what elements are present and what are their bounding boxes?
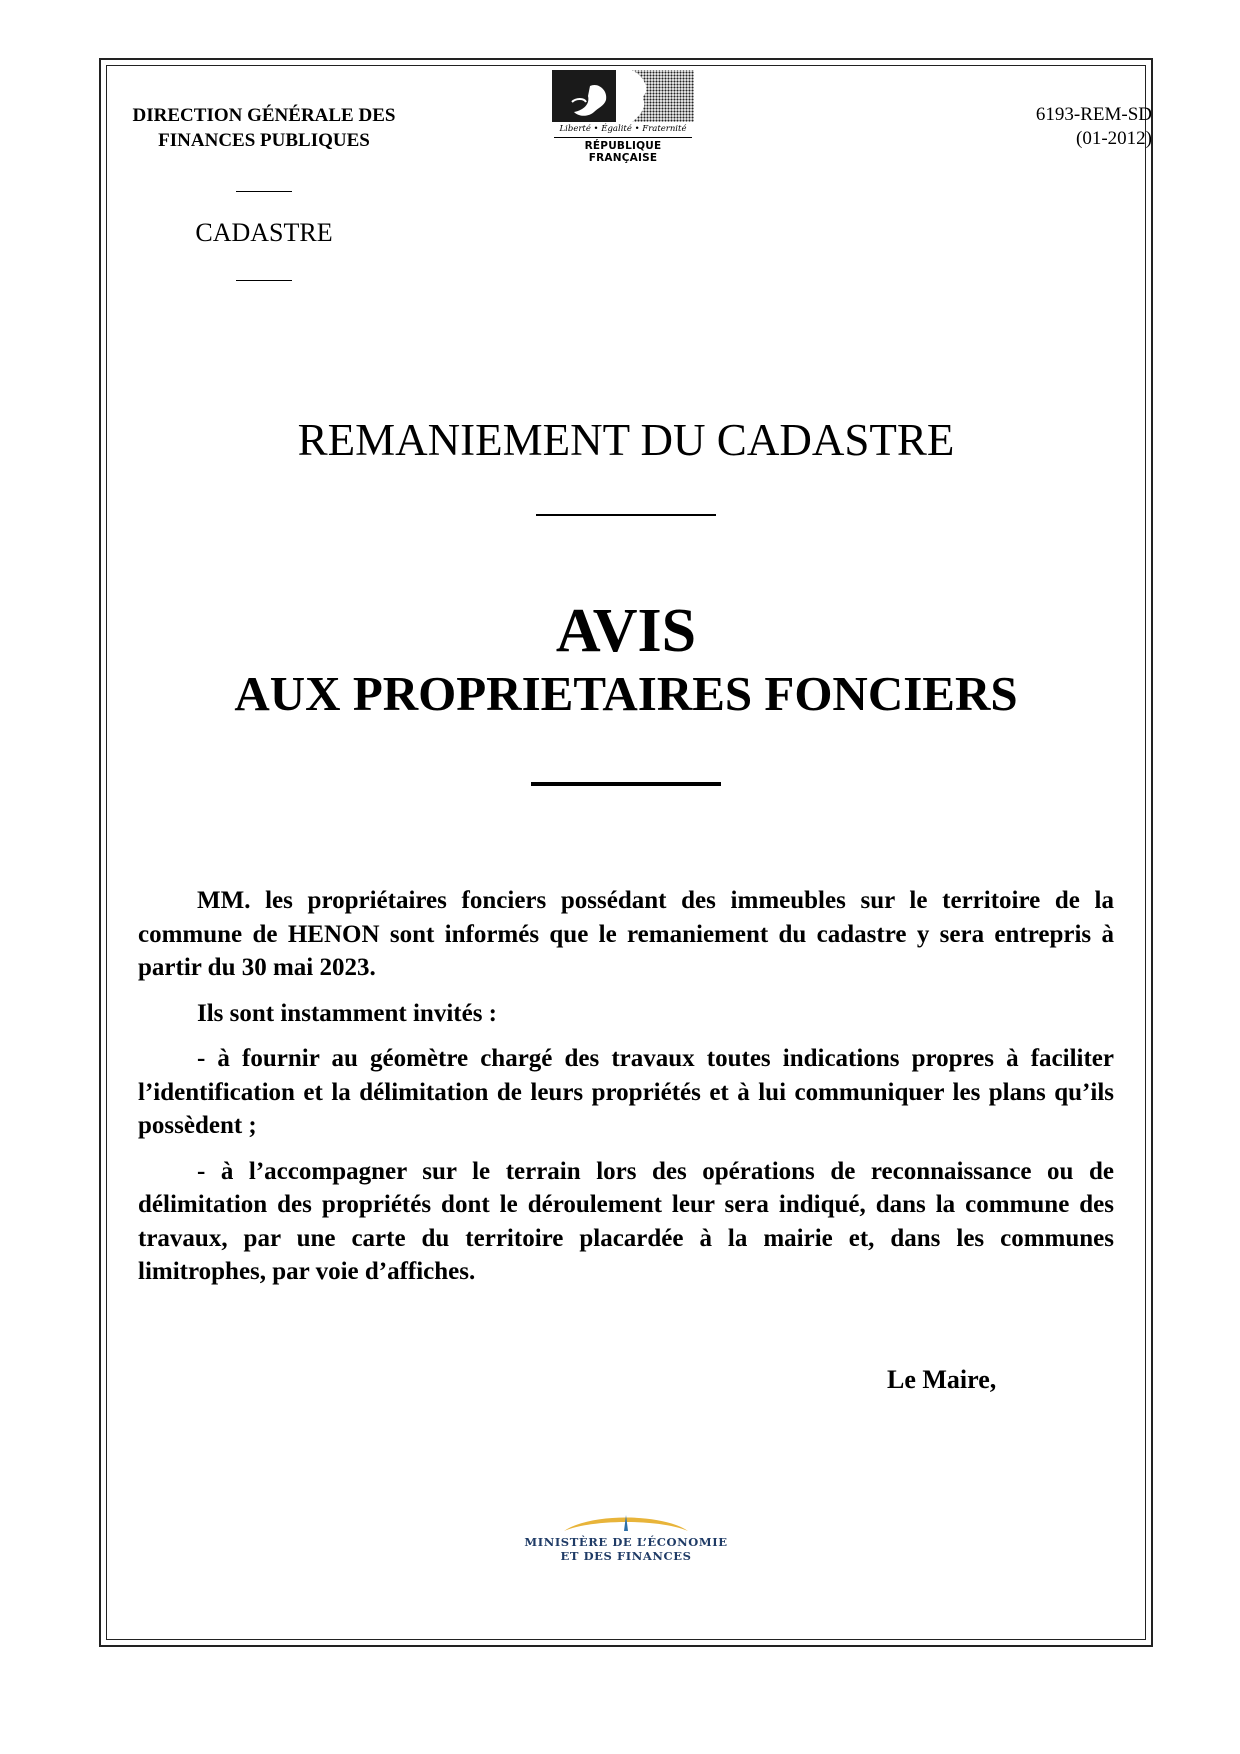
separator-rule xyxy=(236,280,292,281)
notice-paragraph-1: MM. les propriétaires fonciers possédant des immeubles sur le territoire de la commune de HENON sont informés que le remaniement du cadastre y sera entrepris à partir du 30 mai 2023. xyxy=(138,887,1114,981)
ministry-arc-icon xyxy=(560,1505,692,1537)
ministry-line-2: ET DES FINANCES xyxy=(560,1549,692,1563)
republique-francaise-logo xyxy=(550,68,696,164)
ministry-line-1: MINISTÈRE DE L’ÉCONOMIE xyxy=(524,1535,728,1549)
notice-body xyxy=(138,884,1114,1301)
logo-rule xyxy=(554,137,692,138)
logo-motto: Liberté • Égalité • Fraternité xyxy=(559,124,687,134)
avis-subheading: AUX PROPRIETAIRES FONCIERS xyxy=(234,666,1018,721)
title-underline xyxy=(536,514,716,516)
avis-underline xyxy=(531,782,721,786)
department-line-2: FINANCES PUBLIQUES xyxy=(158,130,370,151)
marianne-emblem-icon xyxy=(550,68,696,124)
form-date: (01-2012) xyxy=(1076,128,1152,149)
logo-name: RÉPUBLIQUE FRANÇAISE xyxy=(584,140,662,164)
ministry-logo xyxy=(520,1505,732,1567)
ministry-name xyxy=(520,1535,732,1563)
header-department xyxy=(108,103,420,281)
page-title: REMANIEMENT DU CADASTRE xyxy=(297,415,955,465)
department-line-1: DIRECTION GÉNÉRALE DES xyxy=(132,105,396,126)
signature-line: Le Maire, xyxy=(887,1365,997,1394)
form-code: 6193-REM-SD xyxy=(1035,104,1152,125)
page-border-inner xyxy=(106,65,1146,1640)
separator-rule xyxy=(236,191,292,192)
section-label: CADASTRE xyxy=(195,218,333,247)
notice-paragraph-2: Ils sont instamment invités : xyxy=(197,999,498,1027)
notice-paragraph-4: - à l’accompagner sur le terrain lors des opérations de reconnaissance ou de délimitation des propriétés dont le déroulement leur sera indiqué, dans la commune des travaux, par une carte du territoire placardée à la mairie et, dans les communes limitrophes, par voie d’affiches. xyxy=(138,1157,1114,1285)
form-reference xyxy=(1036,103,1152,151)
notice-paragraph-3: - à fournir au géomètre chargé des travaux toutes indications propres à faciliter l’identification et la délimitation de leurs propriétés et à lui communiquer les plans qu’ils possèdent ; xyxy=(138,1045,1114,1139)
avis-heading: AVIS xyxy=(555,597,697,665)
